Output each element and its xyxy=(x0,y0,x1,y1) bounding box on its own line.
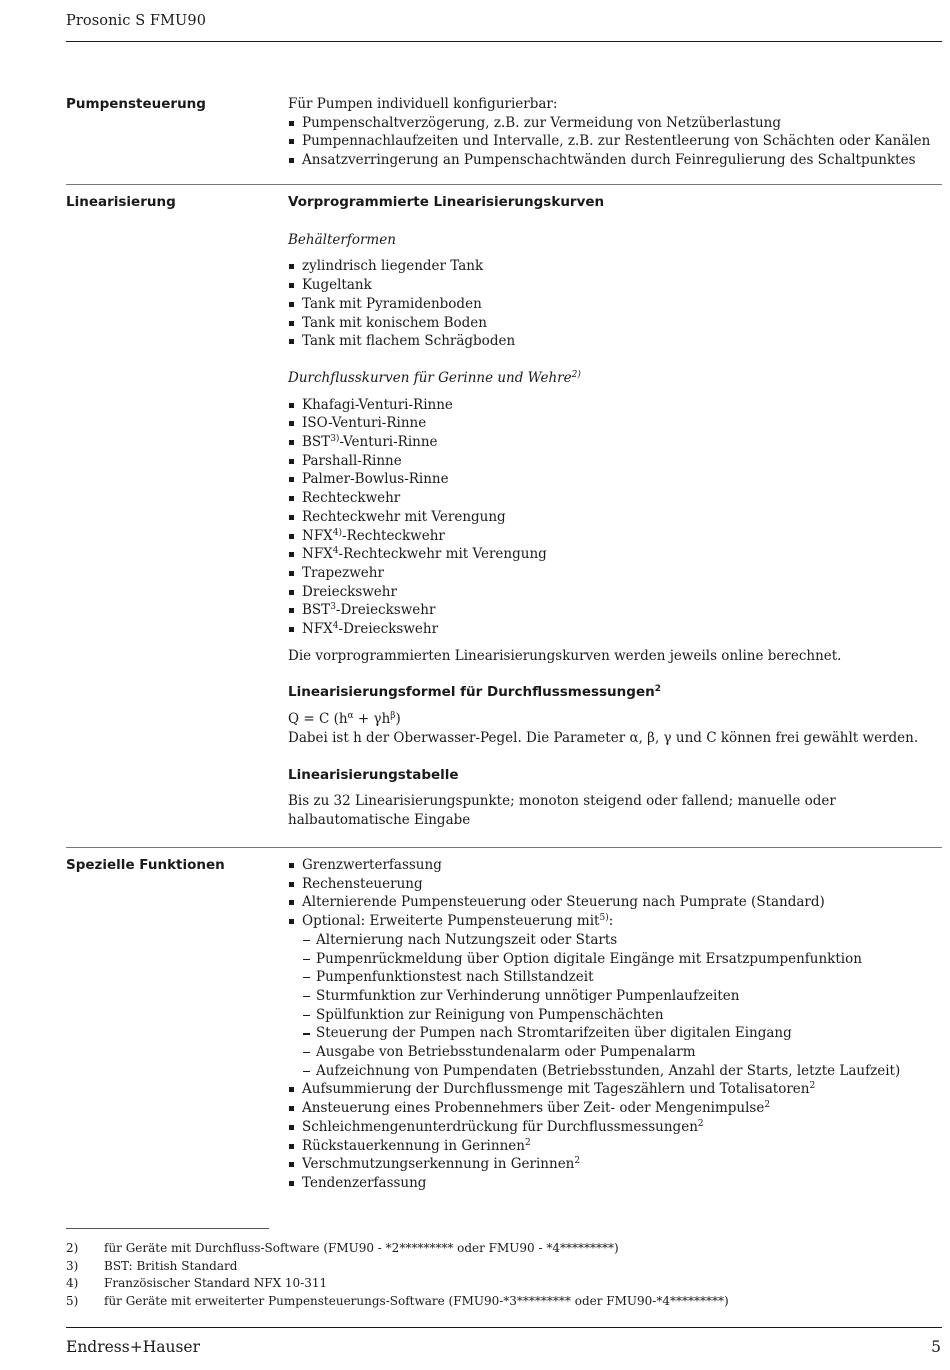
list-item: Optional: Erweiterte Pumpensteuerung mit$^{5)}$: xyxy=(288,912,942,931)
section-linearisierung xyxy=(288,193,942,830)
footnote-number: 4) xyxy=(66,1276,79,1290)
list-item: Spülfunktion zur Reinigung von Pumpenschächten xyxy=(302,1006,942,1025)
list-item: Rechteckwehr xyxy=(288,489,942,508)
list-item: Tank mit flachem Schrägboden xyxy=(288,332,942,351)
linearisierung-heading: Vorprogrammierte Linearisierungskurven xyxy=(288,194,605,210)
list-item: Rechensteuerung xyxy=(288,875,942,894)
list-item: Pumpenrückmeldung über Option digitale Eingänge mit Ersatzpumpenfunktion xyxy=(302,950,942,969)
list-item: Kugeltank xyxy=(288,276,942,295)
section-label-pumpensteuerung: Pumpensteuerung xyxy=(66,96,206,112)
list-item: Grenzwerterfassung xyxy=(288,856,942,875)
list-item: Tank mit Pyramidenboden xyxy=(288,295,942,314)
document-header-title: Prosonic S FMU90 xyxy=(66,13,207,29)
section-pumpensteuerung xyxy=(288,95,942,170)
footnote xyxy=(66,1258,729,1276)
list-item: Pumpenschaltverzögerung, z.B. zur Vermeidung von Netzüberlastung xyxy=(288,114,942,133)
formula: Q = C $(h^\alpha + \gamma h^\beta)$ xyxy=(288,711,401,728)
list-item: Pumpennachlaufzeiten und Intervalle, z.B. zur Restentleerung von Schächten oder Kanälen xyxy=(288,132,942,151)
list-item: Aufsummierung der Durchflussmenge mit Tageszählern und Totalisatoren$^2$ xyxy=(288,1080,942,1099)
list-item: NFX$^4$-Rechteckwehr mit Verengung xyxy=(288,545,942,564)
footnote-number: 5) xyxy=(66,1293,79,1308)
footer-brand: Endress+Hauser xyxy=(66,1338,200,1356)
list-item: NFX$^{4)}$-Rechteckwehr xyxy=(288,527,942,546)
list-item: Steuerung der Pumpen nach Stromtarifzeiten über digitalen Eingang xyxy=(302,1024,942,1043)
section-spezielle-funktionen xyxy=(288,856,942,1193)
footnote-text: BST: British Standard xyxy=(104,1258,238,1273)
formel-heading: Linearisierungsformel für Durchflussmessungen$^2$ xyxy=(288,684,661,701)
list-item: ISO-Venturi-Rinne xyxy=(288,414,942,433)
list-item: Ansteuerung eines Probennehmers über Zeit- oder Mengenimpulse$^2$ xyxy=(288,1099,942,1118)
online-note: Die vorprogrammierten Linearisierungskurven werden jeweils online berechnet. xyxy=(288,647,842,664)
list-item: Rückstauerkennung in Gerinnen$^2$ xyxy=(288,1137,942,1156)
header-rule xyxy=(66,41,942,42)
list-item: NFX$^4$-Dreieckswehr xyxy=(288,620,942,639)
behaelter-list xyxy=(288,257,942,351)
footnote-number: 2) xyxy=(66,1241,79,1255)
list-item: Alternierung nach Nutzungszeit oder Starts xyxy=(302,931,942,950)
footnote-rule xyxy=(66,1228,269,1229)
list-item: Dreieckswehr xyxy=(288,583,942,602)
list-item: Khafagi-Venturi-Rinne xyxy=(288,396,942,415)
footer-rule xyxy=(66,1327,942,1328)
list-item: Tank mit konischem Boden xyxy=(288,314,942,333)
spezielle-list-continued xyxy=(288,1080,942,1192)
footnote-number: 3) xyxy=(66,1258,79,1273)
footnote-text: für Geräte mit Durchfluss-Software (FMU90 - *2********* oder FMU90 - *4*********) xyxy=(104,1241,619,1255)
list-item: Palmer-Bowlus-Rinne xyxy=(288,470,942,489)
footnotes xyxy=(66,1240,729,1310)
footnote-text: Französischer Standard NFX 10-311 xyxy=(104,1276,328,1290)
tabelle-heading: Linearisierungstabelle xyxy=(288,766,459,783)
list-item: Alternierende Pumpensteuerung oder Steuerung nach Pumprate (Standard) xyxy=(288,893,942,912)
footnote-text: für Geräte mit erweiterter Pumpensteuerungs-Software (FMU90-*3********* oder FMU90-*4*********) xyxy=(104,1293,729,1308)
footnote xyxy=(66,1293,729,1311)
list-item: Ausgabe von Betriebsstundenalarm oder Pumpenalarm xyxy=(302,1043,942,1062)
pumpensteuerung-list xyxy=(288,114,942,170)
list-item: zylindrisch liegender Tank xyxy=(288,257,942,276)
section-label-spezielle-funktionen: Spezielle Funktionen xyxy=(66,857,225,873)
durchfluss-list xyxy=(288,396,942,639)
footnote xyxy=(66,1275,729,1293)
formula-explanation: Dabei ist h der Oberwasser-Pegel. Die Parameter α, β, γ und C können frei gewählt werden. xyxy=(288,729,919,746)
section-divider xyxy=(66,184,942,185)
section-label-linearisierung: Linearisierung xyxy=(66,194,176,210)
spezielle-list xyxy=(288,856,942,931)
durchfluss-heading: Durchflusskurven für Gerinne und Wehre$^{2)}$ xyxy=(288,369,581,386)
list-item: Ansatzverringerung an Pumpenschachtwänden durch Feinregulierung des Schaltpunktes xyxy=(288,151,942,170)
list-item: Verschmutzungserkennung in Gerinnen$^2$ xyxy=(288,1155,942,1174)
list-item: Parshall-Rinne xyxy=(288,452,942,471)
list-item: Sturmfunktion zur Verhinderung unnötiger Pumpenlaufzeiten xyxy=(302,987,942,1006)
tabelle-text: Bis zu 32 Linearisierungspunkte; monoton steigend oder fallend; manuelle oder halbautomatische Eingabe xyxy=(288,793,836,828)
behaelter-heading: Behälterformen xyxy=(288,231,396,248)
list-item: BST$^{3)}$-Venturi-Rinne xyxy=(288,433,942,452)
list-item: Tendenzerfassung xyxy=(288,1174,942,1193)
list-item: Rechteckwehr mit Verengung xyxy=(288,508,942,527)
section-divider xyxy=(66,847,942,848)
pumpensteuerung-intro: Für Pumpen individuell konfigurierbar: xyxy=(288,96,558,112)
footnote xyxy=(66,1240,729,1258)
list-item: Schleichmengenunterdrückung für Durchflussmessungen$^2$ xyxy=(288,1118,942,1137)
list-item: BST$^3$-Dreieckswehr xyxy=(288,601,942,620)
list-item: Aufzeichnung von Pumpendaten (Betriebsstunden, Anzahl der Starts, letzte Laufzeit) xyxy=(302,1062,942,1081)
page-number: 5 xyxy=(931,1338,941,1356)
list-item: Pumpenfunktionstest nach Stillstandzeit xyxy=(302,968,942,987)
pumpensteuerung-options-list xyxy=(288,931,942,1081)
list-item: Trapezwehr xyxy=(288,564,942,583)
